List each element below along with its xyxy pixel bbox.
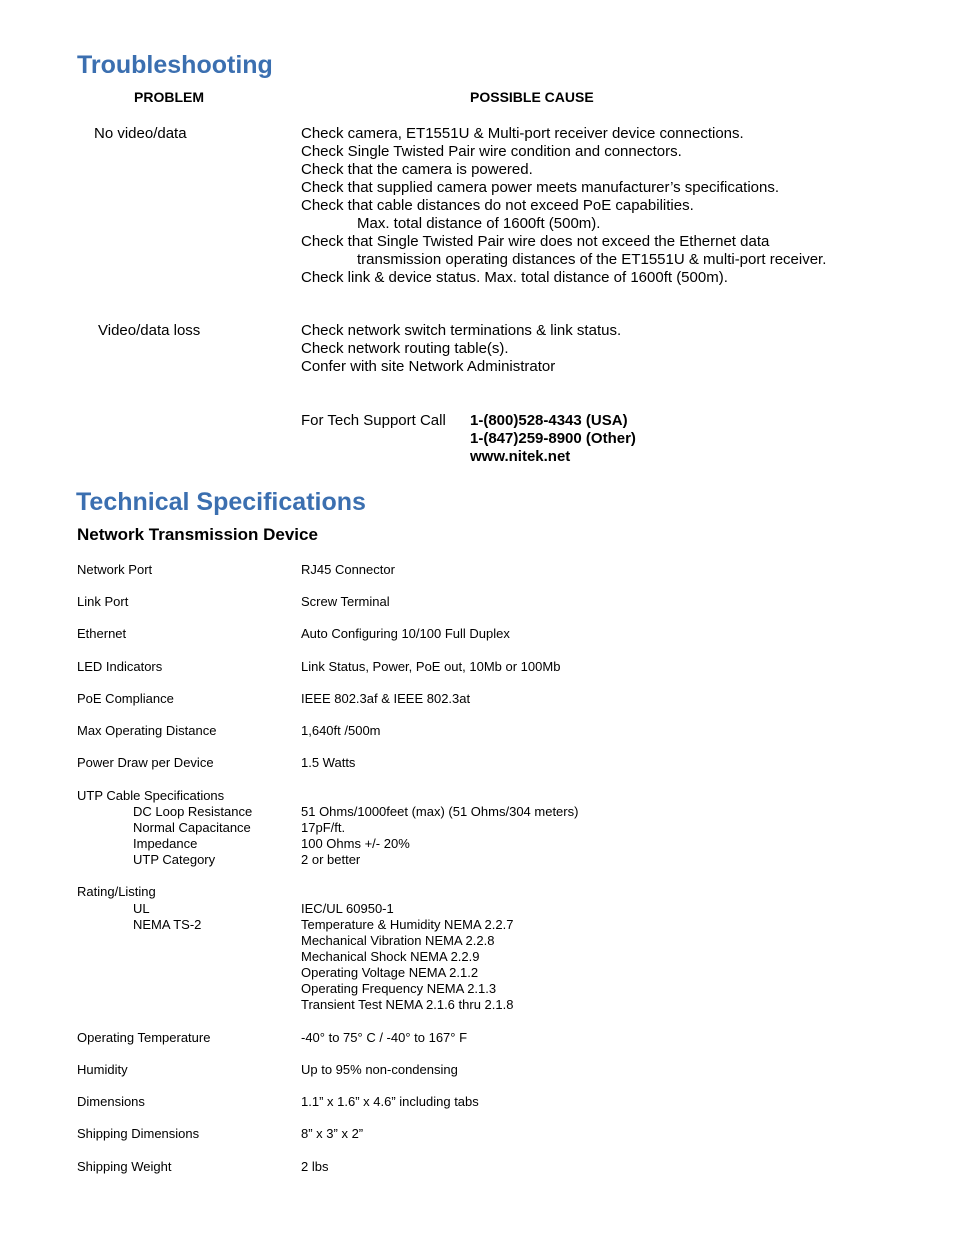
specs-subtitle: Network Transmission Device — [77, 525, 318, 544]
cause-line: Check network switch terminations & link status. — [301, 322, 622, 339]
spec-value: Temperature & Humidity NEMA 2.2.7 — [301, 917, 514, 932]
spec-label: Humidity — [77, 1062, 128, 1077]
spec-value: 51 Ohms/1000feet (max) (51 Ohms/304 meters) — [301, 804, 579, 819]
spec-sublabel: NEMA TS-2 — [133, 917, 202, 932]
spec-label: PoE Compliance — [77, 691, 174, 706]
spec-value: IEEE 802.3af & IEEE 802.3at — [301, 691, 471, 706]
spec-label: Ethernet — [77, 626, 127, 641]
spec-value: Up to 95% non-condensing — [301, 1062, 458, 1077]
cause-line: Check camera, ET1551U & Multi-port receiver device connections. — [301, 125, 744, 142]
spec-value: Mechanical Shock NEMA 2.2.9 — [301, 949, 480, 964]
spec-value: IEC/UL 60950-1 — [301, 901, 394, 916]
spec-value: 2 or better — [301, 852, 361, 867]
spec-label: Max Operating Distance — [77, 723, 217, 738]
spec-value: 8” x 3” x 2” — [301, 1126, 364, 1141]
spec-value: 1.1” x 1.6” x 4.6” including tabs — [301, 1094, 479, 1109]
problem-label: Video/data loss — [98, 322, 201, 339]
spec-label: LED Indicators — [77, 659, 163, 674]
cause-line: Max. total distance of 1600ft (500m). — [357, 215, 601, 232]
spec-sublabel: UL — [133, 901, 150, 916]
spec-value: 1,640ft /500m — [301, 723, 381, 738]
cause-line: Check that Single Twisted Pair wire does not exceed the Ethernet data — [301, 233, 770, 250]
spec-value: 100 Ohms +/- 20% — [301, 836, 410, 851]
spec-sublabel: DC Loop Resistance — [133, 804, 253, 819]
cause-line: Check Single Twisted Pair wire condition and connectors. — [301, 143, 682, 160]
spec-value: Operating Frequency NEMA 2.1.3 — [301, 981, 497, 996]
tech-support-label: For Tech Support Call — [301, 412, 446, 429]
spec-value: Screw Terminal — [301, 594, 390, 609]
spec-value: Auto Configuring 10/100 Full Duplex — [301, 626, 510, 641]
problem-label: No video/data — [94, 125, 187, 142]
rating-section-label: Rating/Listing — [77, 884, 156, 899]
spec-value: Operating Voltage NEMA 2.1.2 — [301, 965, 479, 980]
spec-value: RJ45 Connector — [301, 562, 395, 577]
spec-sublabel: Impedance — [133, 836, 198, 851]
specs-title: Technical Specifications — [76, 488, 366, 516]
spec-value: Link Status, Power, PoE out, 10Mb or 100Mb — [301, 659, 561, 674]
utp-section-label: UTP Cable Specifications — [77, 788, 225, 803]
spec-value: Transient Test NEMA 2.1.6 thru 2.1.8 — [301, 997, 514, 1012]
cause-line: Confer with site Network Administrator — [301, 358, 556, 375]
spec-label: Network Port — [77, 562, 153, 577]
spec-value: Mechanical Vibration NEMA 2.2.8 — [301, 933, 495, 948]
cause-column-header: POSSIBLE CAUSE — [470, 89, 594, 105]
spec-label: Power Draw per Device — [77, 755, 214, 770]
spec-sublabel: UTP Category — [133, 852, 216, 867]
support-website-link[interactable]: www.nitek.net — [470, 448, 571, 465]
spec-label: Shipping Weight — [77, 1159, 172, 1174]
spec-value: -40° to 75° C / -40° to 167° F — [301, 1030, 468, 1045]
spec-label: Shipping Dimensions — [77, 1126, 200, 1141]
cause-line: Check that cable distances do not exceed PoE capabilities. — [301, 197, 694, 214]
spec-sublabel: Normal Capacitance — [133, 820, 251, 835]
cause-line: Check network routing table(s). — [301, 340, 509, 357]
support-phone-other: 1-(847)259-8900 (Other) — [470, 430, 636, 447]
spec-value: 1.5 Watts — [301, 755, 356, 770]
problem-column-header: PROBLEM — [134, 89, 204, 105]
spec-value: 17pF/ft. — [301, 820, 346, 835]
spec-label: Link Port — [77, 594, 129, 609]
cause-line: Check that supplied camera power meets manufacturer’s specifications. — [301, 179, 780, 196]
cause-line: transmission operating distances of the ET1551U & multi-port receiver. — [357, 251, 827, 268]
troubleshooting-title: Troubleshooting — [77, 51, 273, 79]
cause-line: Check that the camera is powered. — [301, 161, 533, 178]
spec-label: Operating Temperature — [77, 1030, 211, 1045]
spec-value: 2 lbs — [301, 1159, 329, 1174]
spec-label: Dimensions — [77, 1094, 145, 1109]
cause-line: Check link & device status. Max. total distance of 1600ft (500m). — [301, 269, 728, 286]
support-phone-usa: 1-(800)528-4343 (USA) — [470, 412, 628, 429]
